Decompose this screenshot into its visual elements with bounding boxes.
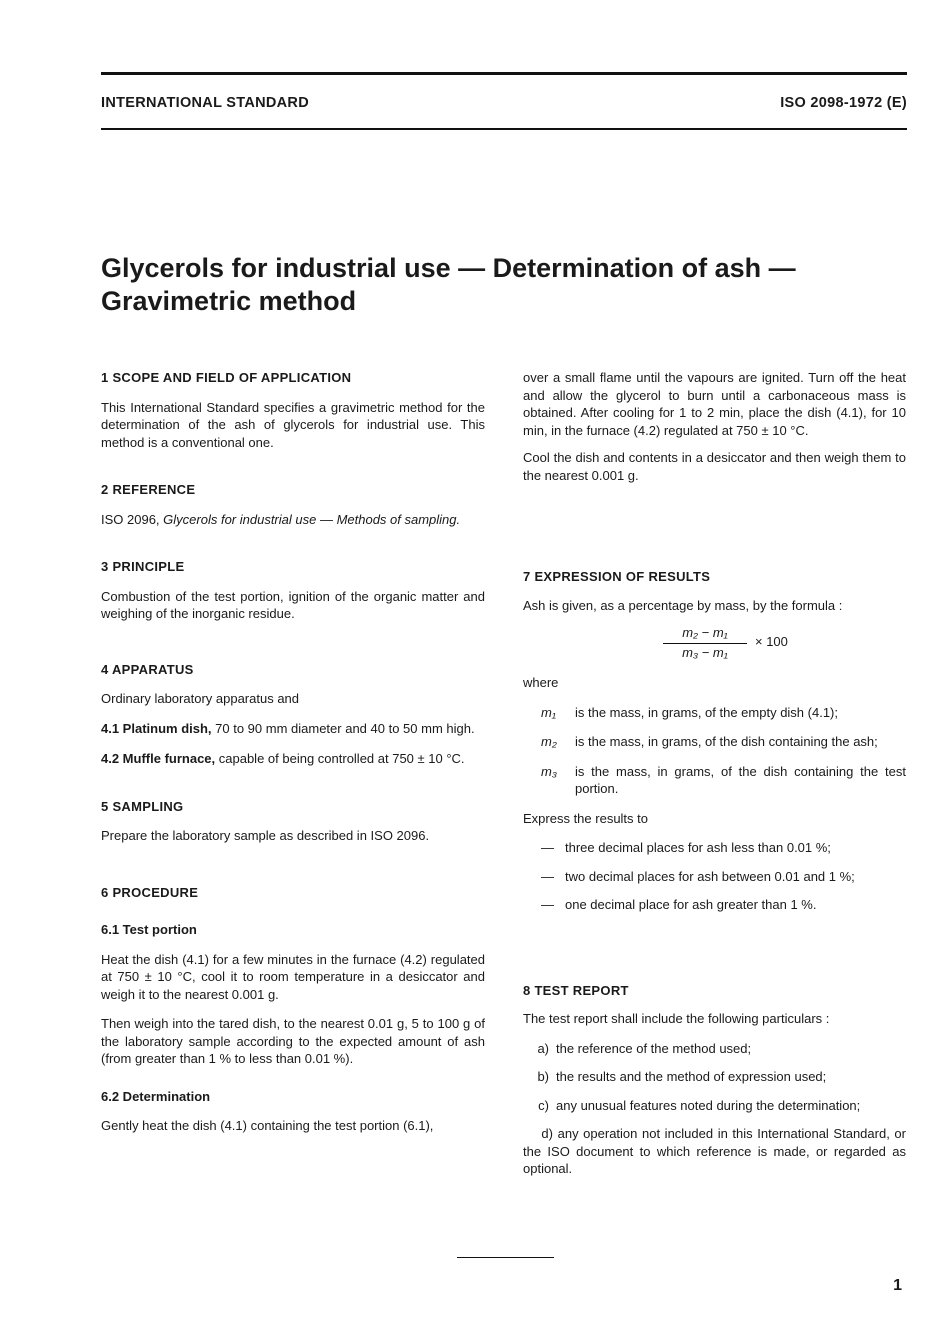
section-4-heading: 4 APPARATUS xyxy=(101,661,194,677)
rounding-rule-3-text: one decimal place for ash greater than 1 %. xyxy=(565,897,817,912)
rounding-rule-1-text: three decimal places for ash less than 0.01 %; xyxy=(565,840,831,855)
rounding-rule-2: — two decimal places for ash between 0.01 and 1 %; xyxy=(541,868,855,884)
section-1-text: This International Standard specifies a gravimetric method for the determination of the ash of glycerols for industrial use. This method is a conventional one. xyxy=(101,399,485,450)
section-1-heading: 1 SCOPE AND FIELD OF APPLICATION xyxy=(101,370,352,385)
definition-m2 xyxy=(541,733,906,751)
subsection-6-2-continuation: over a small flame until the vapours are ignited. Turn off the heat and allow the glycerol to burn until a carbonaceous mass is obtained. After cooling for 1 to 2 min, place the dish (4.1), for 10 min, in the furnace (4.2) regulated at 750 ± 10 °C. xyxy=(523,370,906,438)
apparatus-4-2-label: 4.2 Muffle furnace, xyxy=(101,751,216,766)
definition-m3 xyxy=(541,763,906,798)
left-column xyxy=(101,369,485,1135)
symbol-m2: m₂ xyxy=(541,734,557,749)
apparatus-item-4-1 xyxy=(101,720,485,738)
section-2-text xyxy=(101,511,485,529)
reference-number: ISO 2096, xyxy=(101,511,160,527)
report-item-c-text: any unusual features noted during the determination; xyxy=(556,1097,861,1113)
apparatus-4-2-text: capable of being controlled at 750 ± 10 °C. xyxy=(218,751,465,766)
right-column xyxy=(523,369,906,1178)
section-3-text: Combustion of the test portion, ignition of the organic matter and weighing of the inorganic residue. xyxy=(101,588,485,621)
apparatus-item-4-2 xyxy=(101,750,485,768)
section-5-heading: 5 SAMPLING xyxy=(101,798,184,814)
report-item-d: d) any operation not included in this International Standard, or the ISO document to which reference is made, or regarded as optional. xyxy=(523,1126,906,1176)
apparatus-4-1-label: 4.1 Platinum dish, xyxy=(101,720,212,736)
report-item-a-text: the reference of the method used; xyxy=(556,1040,752,1056)
definition-m2-text: is the mass, in grams, of the dish containing the ash; xyxy=(575,734,878,749)
report-item-b-text: the results and the method of expression used; xyxy=(556,1069,827,1084)
header-document-number: ISO 2098-1972 (E) xyxy=(780,95,907,111)
reference-title: Glycerols for industrial use — Methods of sampling. xyxy=(163,511,461,527)
formula-where: where xyxy=(523,675,559,690)
report-item-a: a) the reference of the method used; xyxy=(523,1040,906,1058)
rounding-rule-3: — one decimal place for ash greater than 1 %. xyxy=(541,897,817,912)
definition-m3-text: is the mass, in grams, of the dish containing the test portion. xyxy=(575,763,906,796)
section-7-heading: 7 EXPRESSION OF RESULTS xyxy=(523,569,711,584)
footer-rule xyxy=(457,1257,554,1258)
definition-m1-text: is the mass, in grams, of the empty dish (4.1); xyxy=(575,704,838,720)
title-line-2: Gravimetric method xyxy=(101,286,357,316)
subsection-6-2-heading: 6.2 Determination xyxy=(101,1088,211,1104)
formula-fraction xyxy=(663,624,747,661)
subsection-6-1-heading: 6.1 Test portion xyxy=(101,922,197,937)
section-3-heading: 3 PRINCIPLE xyxy=(101,559,185,574)
report-item-b: b) the results and the method of expression used; xyxy=(523,1068,906,1086)
subsection-6-1-paragraph-1: Heat the dish (4.1) for a few minutes in the furnace (4.2) regulated at 750 ± 10 °C, cool it to room temperature in a desiccator and weigh it to the nearest 0.001 g. xyxy=(101,951,485,1002)
formula-numerator: m₂ − m₁ xyxy=(663,624,747,644)
rounding-rule-1: — three decimal places for ash less than 0.01 %; xyxy=(541,840,831,855)
section-4-intro: Ordinary laboratory apparatus and xyxy=(101,691,300,706)
report-item-d-text: any operation not included in this International Standard, or the ISO document to which reference is made, or regarded as optional. xyxy=(523,1126,906,1176)
header-top-rule xyxy=(101,72,907,75)
page-number: 1 xyxy=(893,1277,902,1294)
ash-formula xyxy=(643,624,906,670)
apparatus-4-1-text: 70 to 90 mm diameter and 40 to 50 mm high. xyxy=(215,720,475,736)
title-line-1: Glycerols for industrial use — Determination of ash — xyxy=(101,253,796,283)
symbol-m3: m₃ xyxy=(541,763,557,779)
subsection-6-1-paragraph-2: Then weigh into the tared dish, to the nearest 0.01 g, 5 to 100 g of the laboratory sample according to the expected amount of ash (from greater than 1 % to less than 0.01 %). xyxy=(101,1016,485,1066)
section-8-heading: 8 TEST REPORT xyxy=(523,982,629,998)
report-item-c: c) any unusual features noted during the determination; xyxy=(523,1097,906,1115)
header-bottom-rule xyxy=(101,128,907,130)
header-standard-label: INTERNATIONAL STANDARD xyxy=(101,95,309,111)
formula-denominator: m₃ − m₁ xyxy=(682,644,728,660)
section-8-intro: The test report shall include the following particulars : xyxy=(523,1011,830,1026)
subsection-6-2-paragraph-1: Gently heat the dish (4.1) containing the test portion (6.1), xyxy=(101,1118,434,1133)
symbol-m1: m₁ xyxy=(541,704,556,720)
definition-m1 xyxy=(541,704,906,722)
section-7-intro: Ash is given, as a percentage by mass, by the formula : xyxy=(523,597,843,613)
section-6-heading: 6 PROCEDURE xyxy=(101,884,199,900)
section-5-text: Prepare the laboratory sample as described in ISO 2096. xyxy=(101,828,430,843)
section-2-heading: 2 REFERENCE xyxy=(101,482,196,497)
formula-multiplier: × 100 xyxy=(755,634,788,649)
subsection-6-2-paragraph-2: Cool the dish and contents in a desiccator and then weigh them to the nearest 0.001 g. xyxy=(523,450,906,483)
rounding-rule-2-text: two decimal places for ash between 0.01 and 1 %; xyxy=(565,868,855,884)
document-title xyxy=(101,252,921,318)
express-results-intro: Express the results to xyxy=(523,810,648,826)
